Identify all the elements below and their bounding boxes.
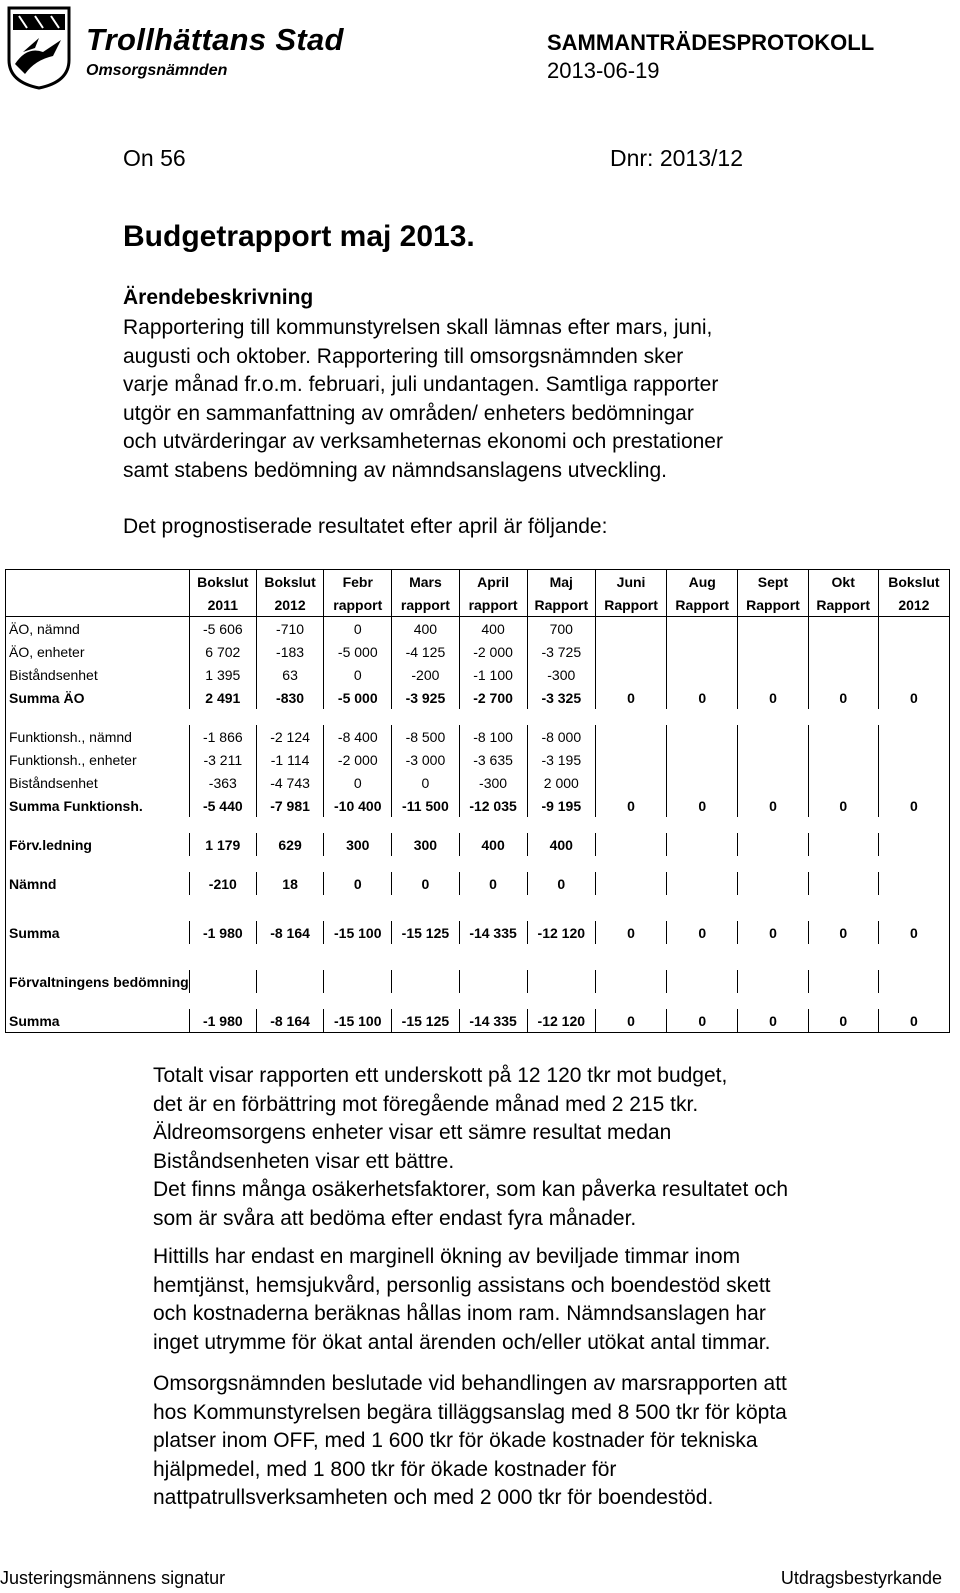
table-cell: 0: [527, 872, 595, 895]
table-cell: -7 981: [256, 794, 323, 817]
table-spacer: [6, 895, 950, 921]
table-cell: -2 000: [459, 640, 527, 663]
table-cell: 0: [324, 872, 392, 895]
table-cell: -1 100: [459, 663, 527, 686]
table-cell: -5 440: [189, 794, 256, 817]
table-cell: Bokslut: [878, 570, 949, 594]
table-cell: [808, 771, 878, 794]
table-cell: [878, 833, 949, 856]
text-line: inget utrymme för ökat antal ärenden och/eller utökat antal timmar.: [153, 1330, 771, 1354]
text-line: nattpatrullsverksamheten och med 2 000 tkr för boendestöd.: [153, 1486, 714, 1509]
case-number: On 56: [123, 145, 186, 171]
table-cell: -3 325: [527, 686, 595, 709]
decision-paragraph: [153, 1370, 933, 1513]
table-cell: [256, 970, 323, 993]
table-cell: 0: [667, 794, 738, 817]
table-cell: -3 000: [392, 748, 459, 771]
table-cell: 0: [595, 794, 666, 817]
summary-paragraph: [153, 1062, 933, 1233]
table-cell: rapport: [392, 593, 459, 617]
table-cell: [738, 725, 808, 748]
description-paragraph: [123, 314, 863, 485]
row-label: Biståndsenhet: [6, 663, 190, 686]
text-line: hemtjänst, hemsjukvård, personlig assistans och boendestöd skett: [153, 1273, 771, 1297]
table-cell: [808, 640, 878, 663]
row-label: Summa ÄO: [6, 686, 190, 709]
table-cell: -12 035: [459, 794, 527, 817]
table-row: [6, 593, 950, 617]
row-label: Nämnd: [6, 872, 190, 895]
table-cell: Okt: [808, 570, 878, 594]
table-row: [6, 1009, 950, 1033]
text-line: Rapportering till kommunstyrelsen skall lämnas efter mars, juni,: [123, 316, 713, 339]
table-cell: -3 725: [527, 640, 595, 663]
table-cell: 0: [595, 686, 666, 709]
row-label: [6, 593, 190, 617]
row-label: Summa: [6, 1009, 190, 1033]
table-cell: -183: [256, 640, 323, 663]
text-line: hos Kommunstyrelsen begära tilläggsanslag med 8 500 tkr för köpta: [153, 1400, 787, 1424]
table-cell: [189, 970, 256, 993]
table-cell: [878, 640, 949, 663]
table-cell: rapport: [459, 593, 527, 617]
text-line: augusti och oktober. Rapportering till omsorgsnämnden sker: [123, 344, 684, 368]
table-cell: 0: [808, 686, 878, 709]
table-cell: [595, 617, 666, 641]
text-line: Omsorgsnämnden beslutade vid behandlingen av marsrapporten att: [153, 1372, 787, 1395]
table-cell: [878, 725, 949, 748]
table-cell: [808, 833, 878, 856]
table-cell: 0: [392, 872, 459, 895]
table-cell: Mars: [392, 570, 459, 594]
table-cell: -1 980: [189, 1009, 256, 1033]
table-cell: Rapport: [738, 593, 808, 617]
table-cell: 400: [459, 833, 527, 856]
table-cell: -363: [189, 771, 256, 794]
table-cell: -3 211: [189, 748, 256, 771]
table-cell: -5 606: [189, 617, 256, 641]
table-cell: 0: [808, 921, 878, 944]
table-cell: [595, 771, 666, 794]
table-cell: Sept: [738, 570, 808, 594]
table-row: [6, 570, 950, 594]
table-cell: [392, 970, 459, 993]
table-cell: [595, 970, 666, 993]
table-cell: -15 125: [392, 921, 459, 944]
table-cell: 63: [256, 663, 323, 686]
table-cell: 2012: [256, 593, 323, 617]
table-cell: 0: [595, 1009, 666, 1033]
table-cell: -5 000: [324, 640, 392, 663]
table-cell: 0: [738, 686, 808, 709]
table-cell: -2 000: [324, 748, 392, 771]
table-cell: -14 335: [459, 1009, 527, 1033]
hours-paragraph: [153, 1243, 933, 1357]
text-line: hjälpmedel, med 1 800 tkr för ökade kostnader för: [153, 1457, 617, 1481]
table-row: [6, 640, 950, 663]
department-name: Omsorgsnämnden: [86, 62, 228, 79]
text-line: och kostnaderna beräknas hållas inom ram. Nämndsanslagen har: [153, 1302, 766, 1325]
table-cell: 0: [324, 617, 392, 641]
table-cell: 1 179: [189, 833, 256, 856]
table-cell: 18: [256, 872, 323, 895]
row-label: Summa: [6, 921, 190, 944]
table-cell: 0: [324, 663, 392, 686]
extract-certification-label: Utdragsbestyrkande: [780, 1568, 942, 1588]
table-cell: [667, 663, 738, 686]
table-cell: 0: [459, 872, 527, 895]
table-cell: -5 000: [324, 686, 392, 709]
table-cell: -4 125: [392, 640, 459, 663]
table-cell: [595, 663, 666, 686]
table-row: [6, 663, 950, 686]
table-cell: [595, 748, 666, 771]
table-cell: 0: [878, 686, 949, 709]
table-cell: -210: [189, 872, 256, 895]
table-cell: -12 120: [527, 921, 595, 944]
table-cell: -2 124: [256, 725, 323, 748]
coat-of-arms-logo: [5, 2, 73, 90]
table-cell: 0: [878, 794, 949, 817]
document-type: SAMMANTRÄDESPROTOKOLL: [547, 30, 875, 55]
table-cell: Febr: [324, 570, 392, 594]
table-row: [6, 748, 950, 771]
table-cell: -830: [256, 686, 323, 709]
row-label: [6, 570, 190, 594]
table-cell: 1 395: [189, 663, 256, 686]
table-cell: 0: [738, 921, 808, 944]
table-cell: [738, 663, 808, 686]
table-cell: -710: [256, 617, 323, 641]
table-cell: 0: [808, 794, 878, 817]
table-cell: Rapport: [667, 593, 738, 617]
table-cell: Rapport: [808, 593, 878, 617]
table-cell: -1 866: [189, 725, 256, 748]
table-cell: [878, 748, 949, 771]
table-spacer: [6, 993, 950, 1009]
table-cell: -4 743: [256, 771, 323, 794]
table-cell: [595, 833, 666, 856]
table-spacer: [6, 817, 950, 833]
table-cell: -11 500: [392, 794, 459, 817]
text-line: Det finns många osäkerhetsfaktorer, som kan påverka resultatet och: [153, 1178, 788, 1201]
text-line: samt stabens bedömning av nämndsanslagens utveckling.: [123, 458, 667, 482]
table-cell: -12 120: [527, 1009, 595, 1033]
row-label: Funktionsh., nämnd: [6, 725, 190, 748]
table-cell: -2 700: [459, 686, 527, 709]
table-row: [6, 686, 950, 709]
table-row: [6, 872, 950, 895]
text-line: det är en förbättring mot föregående månad med 2 215 tkr.: [153, 1092, 699, 1116]
table-cell: [667, 617, 738, 641]
table-cell: [667, 970, 738, 993]
table-cell: 0: [667, 921, 738, 944]
table-cell: -8 500: [392, 725, 459, 748]
table-cell: 0: [738, 794, 808, 817]
table-cell: [878, 872, 949, 895]
table-cell: Juni: [595, 570, 666, 594]
row-label: Förv.ledning: [6, 833, 190, 856]
table-cell: 0: [324, 771, 392, 794]
table-cell: -8 164: [256, 1009, 323, 1033]
row-label: ÄO, enheter: [6, 640, 190, 663]
table-cell: 400: [527, 833, 595, 856]
table-cell: [667, 771, 738, 794]
table-cell: [595, 872, 666, 895]
table-row: [6, 617, 950, 641]
table-cell: 6 702: [189, 640, 256, 663]
section-heading: Ärendebeskrivning: [123, 286, 314, 309]
table-cell: [808, 970, 878, 993]
table-spacer: [6, 944, 950, 970]
table-cell: [667, 833, 738, 856]
table-row: [6, 970, 950, 993]
table-spacer: [6, 856, 950, 872]
table-row: [6, 921, 950, 944]
text-line: varje månad fr.o.m. februari, juli undantagen. Samtliga rapporter: [123, 373, 719, 396]
table-cell: -1 114: [256, 748, 323, 771]
table-cell: [595, 640, 666, 663]
table-row: [6, 771, 950, 794]
table-cell: -3 195: [527, 748, 595, 771]
table-cell: -8 164: [256, 921, 323, 944]
table-cell: [878, 771, 949, 794]
table-cell: 0: [667, 1009, 738, 1033]
table-cell: -10 400: [324, 794, 392, 817]
table-cell: 0: [392, 771, 459, 794]
table-cell: [667, 640, 738, 663]
table-cell: [808, 617, 878, 641]
table-cell: 0: [808, 1009, 878, 1033]
table-intro: Det prognostiserade resultatet efter april är följande:: [123, 515, 608, 538]
table-cell: [808, 725, 878, 748]
text-line: Biståndsenheten visar ett bättre.: [153, 1149, 455, 1173]
table-cell: -14 335: [459, 921, 527, 944]
org-name: Trollhättans Stad: [86, 22, 344, 57]
meeting-date: 2013-06-19: [547, 58, 660, 83]
table-cell: [667, 748, 738, 771]
table-cell: -8 100: [459, 725, 527, 748]
table-row: [6, 833, 950, 856]
table-cell: Maj: [527, 570, 595, 594]
table-cell: [738, 833, 808, 856]
row-label: Funktionsh., enheter: [6, 748, 190, 771]
table-cell: -300: [527, 663, 595, 686]
text-line: platser inom OFF, med 1 600 tkr för ökade kostnader för tekniska: [153, 1429, 758, 1452]
table-cell: [738, 771, 808, 794]
table-cell: -15 100: [324, 921, 392, 944]
table-cell: 0: [595, 921, 666, 944]
signature-label: Justeringsmännens signatur: [0, 1568, 226, 1588]
budget-table: [5, 569, 950, 1033]
text-line: som är svåra att bedöma efter endast fyra månader.: [153, 1206, 637, 1230]
table-cell: 700: [527, 617, 595, 641]
table-cell: Rapport: [595, 593, 666, 617]
table-cell: [878, 970, 949, 993]
table-cell: 0: [878, 921, 949, 944]
table-spacer: [6, 709, 950, 725]
table-cell: 629: [256, 833, 323, 856]
text-line: Totalt visar rapporten ett underskott på 12 120 tkr mot budget,: [153, 1064, 728, 1087]
table-cell: -9 195: [527, 794, 595, 817]
table-cell: [738, 617, 808, 641]
table-cell: Aug: [667, 570, 738, 594]
row-label: Summa Funktionsh.: [6, 794, 190, 817]
table-cell: 300: [392, 833, 459, 856]
table-cell: -1 980: [189, 921, 256, 944]
table-cell: [878, 663, 949, 686]
table-cell: Bokslut: [256, 570, 323, 594]
table-cell: -8 400: [324, 725, 392, 748]
table-cell: [324, 970, 392, 993]
table-cell: [595, 725, 666, 748]
table-cell: Rapport: [527, 593, 595, 617]
table-cell: Bokslut: [189, 570, 256, 594]
table-cell: -300: [459, 771, 527, 794]
table-cell: -15 100: [324, 1009, 392, 1033]
row-label: Förvaltningens bedömning: [6, 970, 190, 993]
table-cell: [527, 970, 595, 993]
table-cell: 400: [459, 617, 527, 641]
table-row: [6, 794, 950, 817]
table-cell: 2012: [878, 593, 949, 617]
table-cell: -3 925: [392, 686, 459, 709]
table-cell: -3 635: [459, 748, 527, 771]
table-cell: [738, 872, 808, 895]
table-cell: 2 000: [527, 771, 595, 794]
text-line: utgör en sammanfattning av områden/ enheters bedömningar: [123, 401, 694, 425]
text-line: Hittills har endast en marginell ökning av beviljade timmar inom: [153, 1245, 741, 1268]
table-cell: [808, 748, 878, 771]
table-cell: [738, 970, 808, 993]
table-cell: April: [459, 570, 527, 594]
table-cell: [808, 872, 878, 895]
diary-number: Dnr: 2013/12: [610, 145, 743, 171]
table-cell: [667, 872, 738, 895]
page-title: Budgetrapport maj 2013.: [123, 220, 475, 253]
table-cell: [667, 725, 738, 748]
table-cell: [808, 663, 878, 686]
table-cell: [878, 617, 949, 641]
table-cell: 0: [667, 686, 738, 709]
table-cell: [459, 970, 527, 993]
table-cell: [738, 640, 808, 663]
table-cell: 2011: [189, 593, 256, 617]
table-cell: 400: [392, 617, 459, 641]
text-line: och utvärderingar av verksamheternas ekonomi och prestationer: [123, 430, 723, 453]
table-cell: -200: [392, 663, 459, 686]
text-line: Äldreomsorgens enheter visar ett sämre resultat medan: [153, 1121, 672, 1144]
table-cell: -8 000: [527, 725, 595, 748]
table-cell: -15 125: [392, 1009, 459, 1033]
table-cell: [738, 748, 808, 771]
table-cell: rapport: [324, 593, 392, 617]
table-cell: 0: [878, 1009, 949, 1033]
row-label: ÄO, nämnd: [6, 617, 190, 641]
table-cell: 0: [738, 1009, 808, 1033]
table-cell: 2 491: [189, 686, 256, 709]
table-cell: 300: [324, 833, 392, 856]
table-row: [6, 725, 950, 748]
row-label: Biståndsenhet: [6, 771, 190, 794]
